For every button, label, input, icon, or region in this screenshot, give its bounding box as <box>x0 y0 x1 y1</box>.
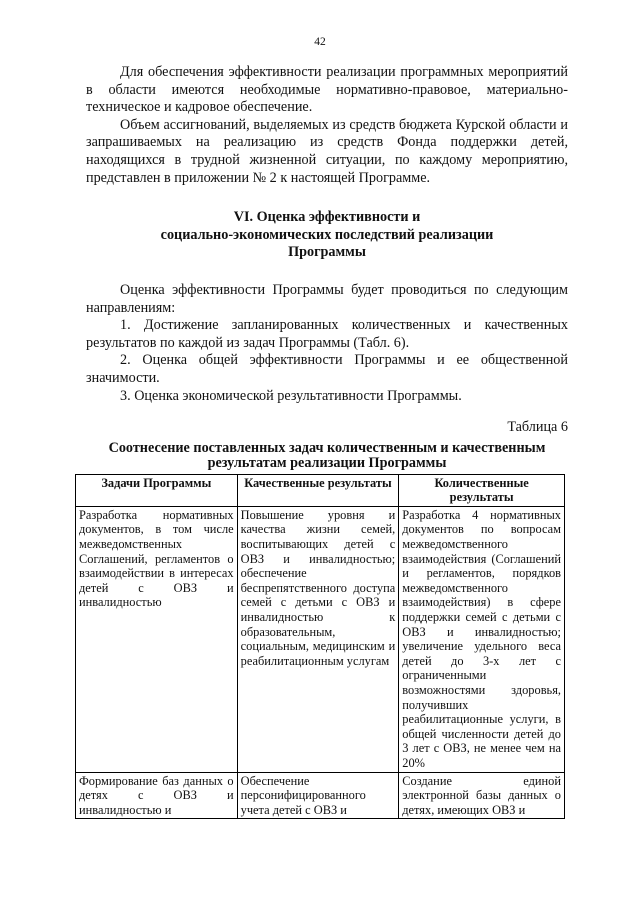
table-row <box>76 772 565 819</box>
paragraph: Для обеспечения эффективности реализации программных мероприятий в области имеются необходимые нормативно-правовое, материально-техническое и кадровое обеспечение. <box>86 64 568 116</box>
paragraph: Оценка эффективности Программы будет проводиться по следующим направлениям: <box>86 281 568 316</box>
list-item: 3. Оценка экономической результативности Программы. <box>120 387 462 404</box>
table-header-row <box>76 474 565 506</box>
table-cell: Формирование баз данных о детях с ОВЗ и инвалидностью и <box>76 772 238 819</box>
page-number: 42 <box>314 36 326 48</box>
table-cell: Обеспечение персонифицированного учета детей с ОВЗ и <box>237 772 399 819</box>
table-row <box>76 506 565 772</box>
table-cell: Разработка нормативных документов, в том числе межведомственных Соглашений, регламентов о взаимодействии в интересах детей с ОВЗ и инвалидностью <box>76 506 238 772</box>
column-header: Задачи Программы <box>76 474 238 506</box>
document-body <box>79 64 568 819</box>
column-header: Количественные результаты <box>399 474 565 506</box>
table-title: Соотнесение поставленных задач количественным и качественным результатам реализации Программы <box>108 439 546 471</box>
section-heading <box>86 209 568 262</box>
column-header: Качественные результаты <box>237 474 399 506</box>
paragraph: Объем ассигнований, выделяемых из средств бюджета Курской области и запрашиваемых на реализацию из средств Фонда поддержки детей, находящихся в трудной жизненной ситуации, по каждому мероприятию, представлен в приложении № 2 к настоящей Программе. <box>86 116 568 186</box>
section-heading-line: VI. Оценка эффективности и <box>233 209 421 226</box>
list-item: 1. Достижение запланированных количественных и качественных результатов по каждой из задач Программы (Табл. 6). <box>86 317 568 351</box>
list-item: 2. Оценка общей эффективности Программы и ее общественной значимости. <box>86 352 568 386</box>
table-cell: Создание единой электронной базы данных о детях, имеющих ОВЗ и <box>399 772 565 819</box>
table-number: Таблица 6 <box>507 419 568 436</box>
table-cell: Повышение уровня и качества жизни семей, воспитывающих детей с ОВЗ и инвалидностью; обеспечение беспрепятственного доступа семей с детьми с ОВЗ и инвалидностью к образовательным, социальным, медицинским и реабилитационным услугам <box>237 506 399 772</box>
section-heading-line: социально-экономических последствий реализации <box>160 226 494 243</box>
section-heading-line: Программы <box>288 244 366 261</box>
table-cell: Разработка 4 нормативных документов по вопросам межведомственного взаимодействия (Соглашений и регламентов, порядков межведомственного взаимодействия) в сфере поддержки семей с детьми с ОВЗ и инвалидностью; увеличение удельного веса детей до 3-х лет с ограниченными возможностями здоровья, получивших реабилитационные услуги, в общей численности детей до 3 лет с ОВЗ, не менее чем на 20% <box>399 506 565 772</box>
results-table <box>75 474 565 820</box>
